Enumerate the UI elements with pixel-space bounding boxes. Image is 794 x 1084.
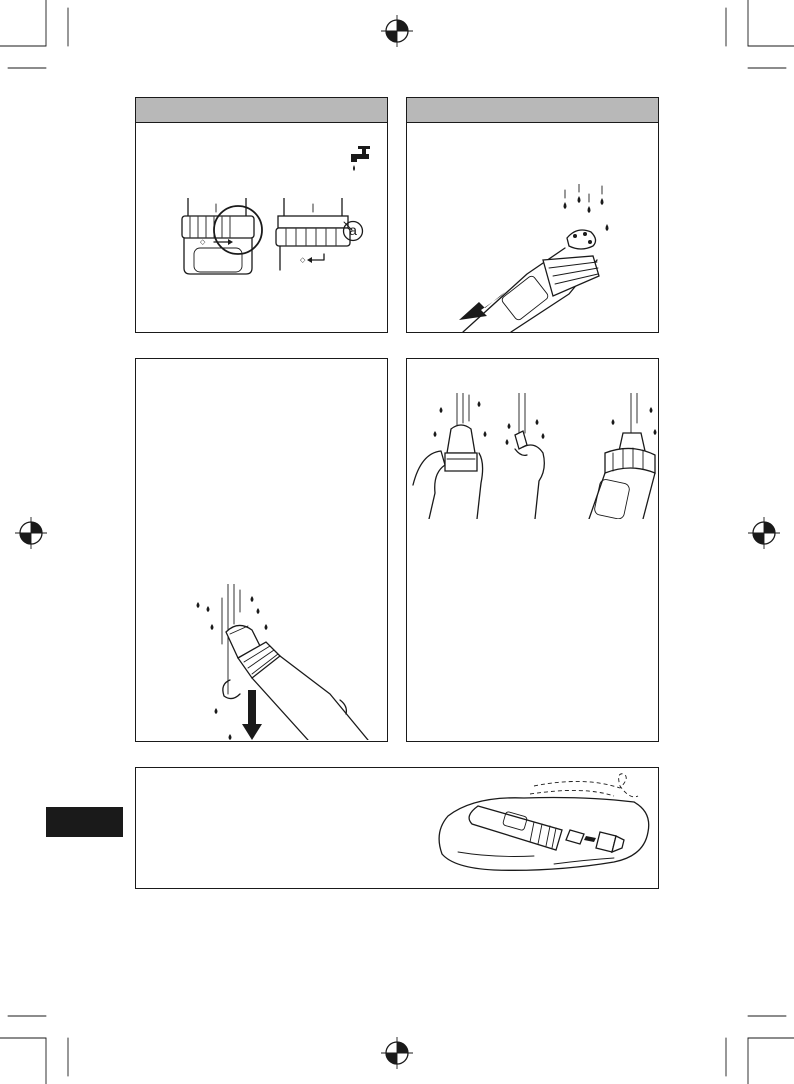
panel-top-right-header [407, 98, 658, 123]
faucet-icon [349, 146, 375, 174]
registration-mark-right [748, 517, 780, 549]
panel-top-left-header [136, 98, 387, 123]
rinse-under-tap-illustration [190, 584, 370, 740]
registration-mark-left [15, 517, 47, 549]
panel-top-right [406, 97, 659, 333]
panel-middle-left [135, 358, 388, 742]
registration-mark-top [381, 15, 413, 47]
callout-a-label: a [349, 222, 357, 238]
panel-bottom [135, 767, 659, 889]
svg-text:◇: ◇ [200, 238, 206, 246]
panel-middle-right [406, 358, 659, 742]
shake-trimmer-illustration [457, 218, 627, 333]
panel-top-left [135, 97, 388, 333]
svg-text:◇: ◇ [300, 256, 306, 264]
registration-mark-bottom [381, 1037, 413, 1069]
drying-on-cloth-illustration [434, 772, 658, 886]
wash-parts-illustration [411, 393, 657, 519]
language-tab [46, 807, 123, 837]
